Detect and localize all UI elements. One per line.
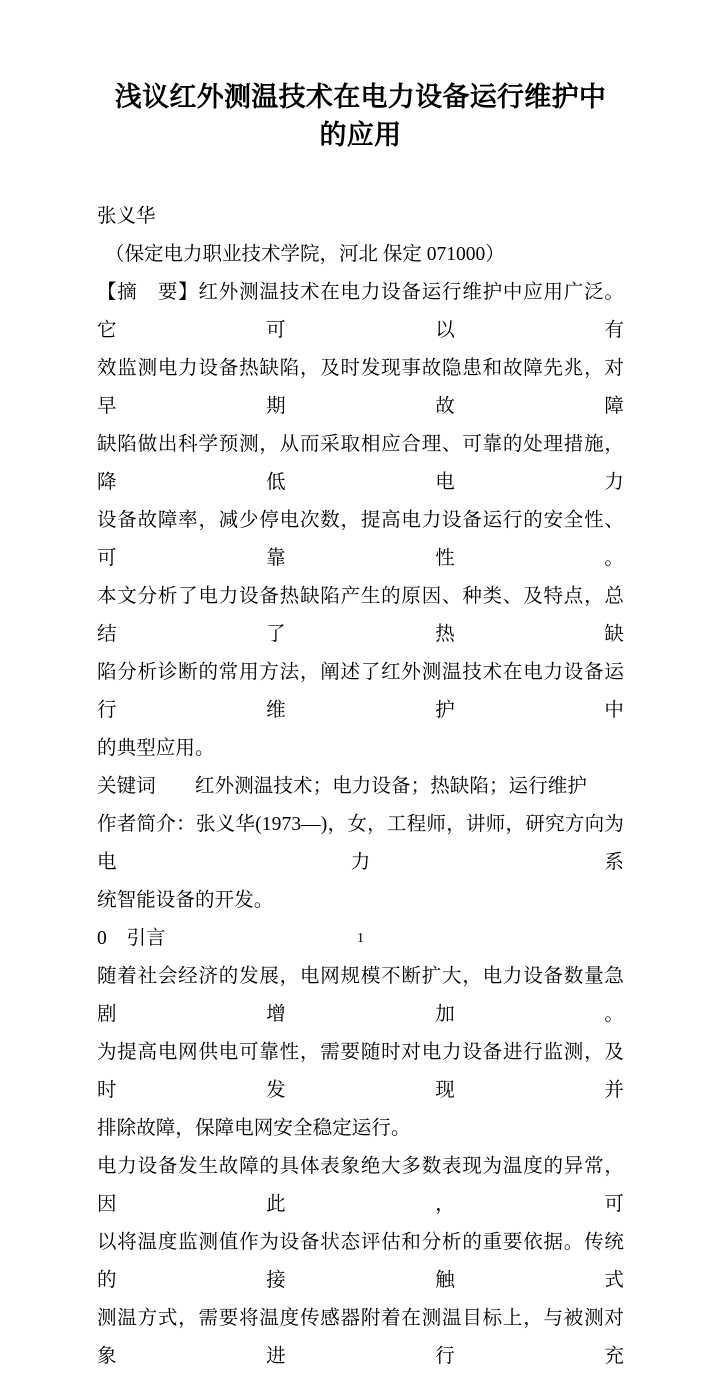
paragraph-line: 电力设备发生故障的具体表象绝大多数表现为温度的异常，因此，可 — [97, 1156, 624, 1215]
abstract-line: 效监测电力设备热缺陷，及时发现事故隐患和故障先兆，对早期故障 — [97, 358, 624, 417]
section-heading: 0 引言 — [97, 928, 166, 949]
abstract-line: 【摘 要】红外测温技术在电力设备运行维护中应用广泛。它可以有 — [97, 282, 624, 341]
document-content — [97, 78, 624, 1376]
abstract-line: 缺陷做出科学预测，从而采取相应合理、可靠的处理措施，降低电力 — [97, 434, 624, 493]
keywords-line: 关键词 红外测温技术；电力设备；热缺陷；运行维护 — [97, 776, 588, 797]
abstract-block — [97, 274, 624, 768]
author-bio-line: 统智能设备的开发。 — [97, 890, 274, 911]
author-name: 张义华 — [97, 206, 156, 227]
title-spacer — [97, 154, 624, 198]
abstract-line: 的典型应用。 — [97, 738, 215, 759]
paragraph — [97, 1148, 624, 1376]
title-line-1: 浅议红外测温技术在电力设备运行维护中 — [114, 82, 607, 112]
page-number: 1 — [357, 931, 364, 946]
keywords-block — [97, 768, 624, 806]
section-introduction — [97, 920, 624, 1376]
paragraph-line: 以将温度监测值作为设备状态评估和分析的重要依据。传统的接触式 — [97, 1232, 624, 1291]
paragraph — [97, 958, 624, 1148]
author-affiliation: （保定电力职业技术学院，河北 保定 071000） — [105, 244, 505, 265]
abstract-line: 设备故障率，减少停电次数，提高电力设备运行的安全性、可靠性。 — [97, 510, 624, 569]
author-bio-block — [97, 806, 624, 920]
abstract-line: 本文分析了电力设备热缺陷产生的原因、种类、及特点，总结了热缺 — [97, 586, 624, 645]
paragraph-line: 为提高电网供电可靠性，需要随时对电力设备进行监测，及时发现并 — [97, 1042, 624, 1101]
paragraph-line: 测温方式，需要将温度传感器附着在测温目标上，与被测对象进行充 — [97, 1308, 624, 1367]
author-bio-line: 作者简介：张义华(1973—)，女，工程师，讲师，研究方向为电力系 — [97, 814, 624, 873]
abstract-line: 陷分析诊断的常用方法，阐述了红外测温技术在电力设备运行维护中 — [97, 662, 624, 721]
paragraph-line: 排除故障，保障电网安全稳定运行。 — [97, 1118, 411, 1139]
paragraph-line: 随着社会经济的发展，电网规模不断扩大，电力设备数量急剧增加。 — [97, 966, 624, 1025]
title-line-2: 的应用 — [319, 120, 402, 150]
page-title — [97, 78, 624, 154]
